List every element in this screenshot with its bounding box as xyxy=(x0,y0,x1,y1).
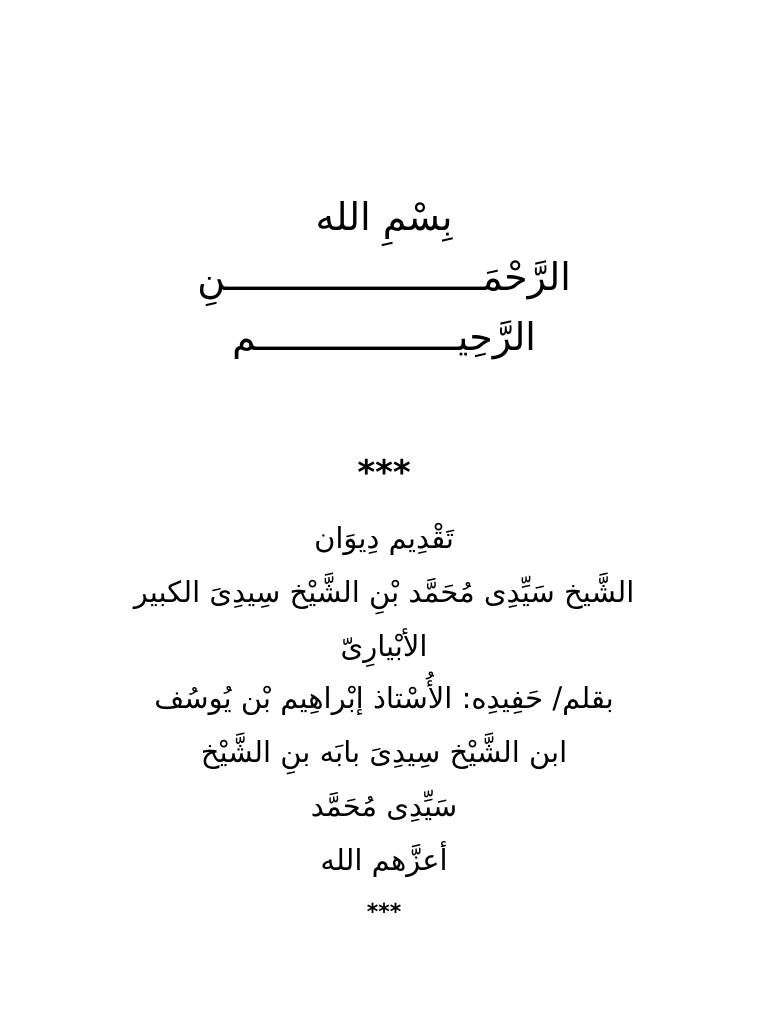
intro-author-name: الشَّيخ سَيِّدِى مُحَمَّد بْنِ الشَّيْخ سِيدِىَ الكبير xyxy=(133,575,635,609)
intro-writer-lineage-cont: سَيِّدِى مُحَمَّد xyxy=(310,789,458,823)
basmala-line-2: الرَّحْمَـــــــــــــــــــــــنِ xyxy=(197,255,571,299)
basmala-line-1: بِسْمِ الله xyxy=(315,195,453,239)
intro-writer: بقلم/ حَفِيدِه: الأُسْتاذ إبْراهِيم بْن يُوسُف xyxy=(154,681,614,715)
intro-writer-lineage: ابن الشَّيْخ سِيدِىَ بابَه بنِ الشَّيْخ xyxy=(200,735,568,769)
separator-top: *** xyxy=(357,453,411,493)
separator-bottom: *** xyxy=(366,900,402,925)
basmala-line-3: الرَّحِيــــــــــــــــــم xyxy=(232,315,536,359)
intro-blessing: أعزَّهم الله xyxy=(320,843,448,877)
intro-author-nisba: الأبْيارِىّ xyxy=(340,629,428,663)
intro-title: تَقْدِيم دِيوَان xyxy=(314,521,454,555)
